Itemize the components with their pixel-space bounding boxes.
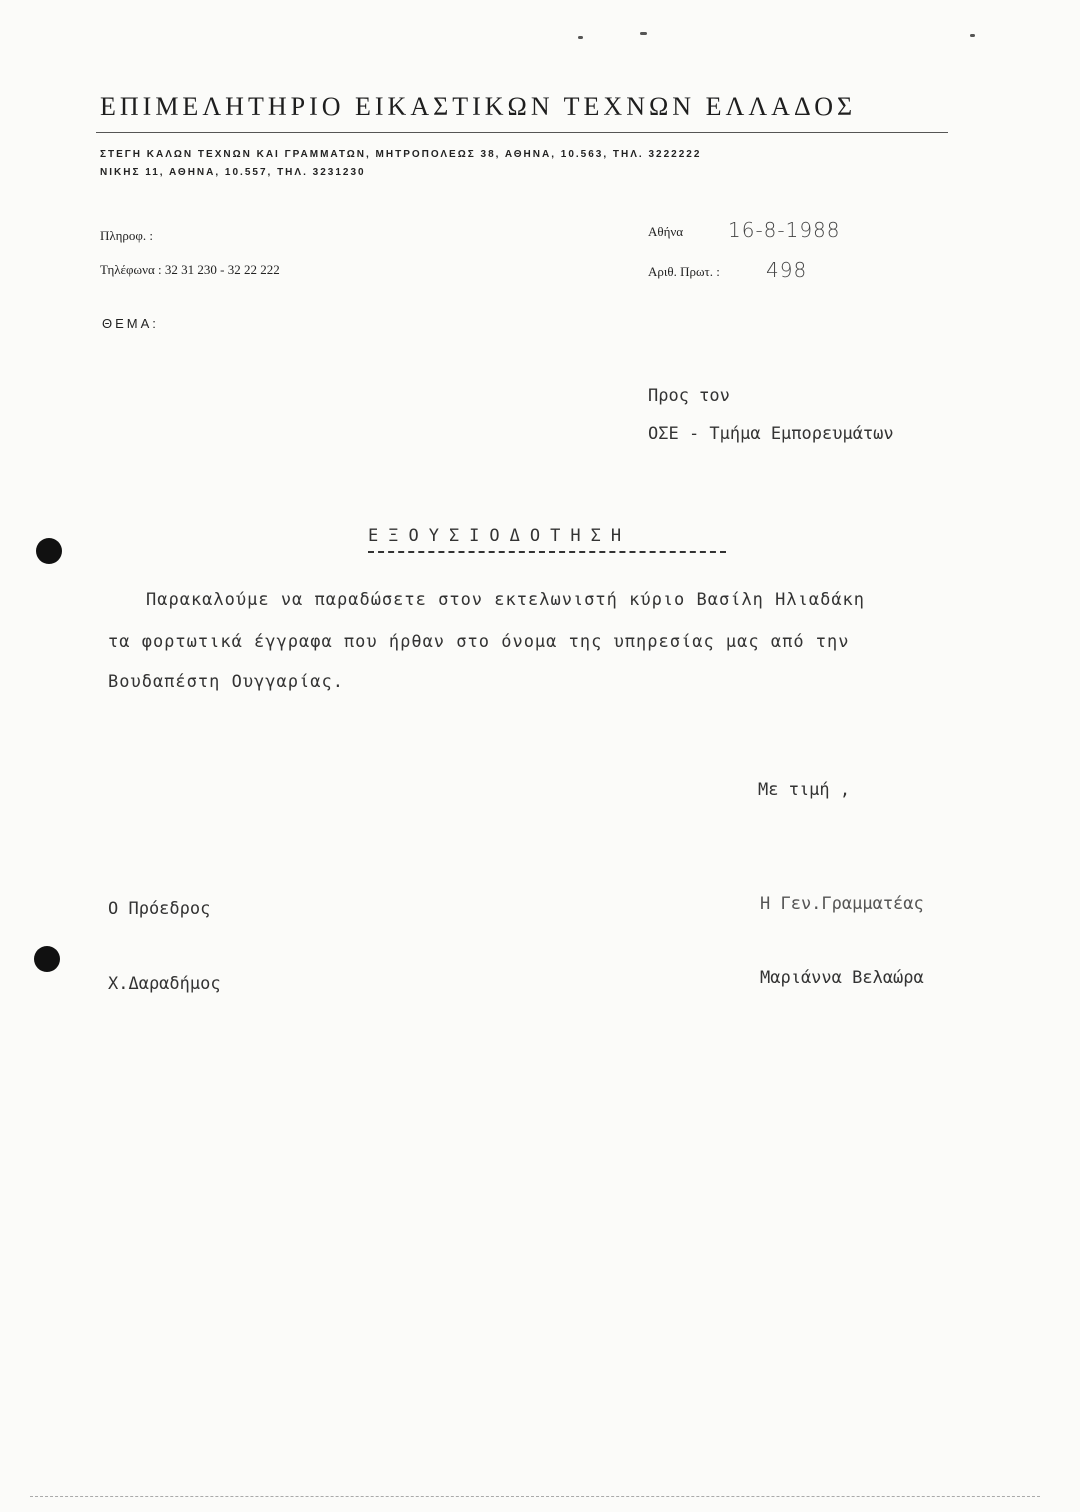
scan-speck — [578, 36, 583, 39]
info-label: Πληροφ. : — [100, 228, 153, 243]
document-title: ΕΞΟΥΣΙΟΔΟΤΗΣΗ — [368, 526, 632, 546]
letter-date: 16-8-1988 — [728, 218, 841, 242]
secretary-title: Η Γεν.Γραμματέας — [760, 894, 924, 914]
address-line-2: ΝΙΚΗΣ 11, ΑΘΗΝΑ, 10.557, ΤΗΛ. 3231230 — [100, 167, 366, 178]
president-name: Χ.Δαραδήμος — [108, 974, 221, 994]
body-line-1: Παρακαλούμε να παραδώσετε στον εκτελωνιστή κύριο Βασίλη Ηλιαδάκη — [146, 590, 866, 610]
president-title: Ο Πρόεδρος — [108, 899, 211, 919]
body-line-2: τα φορτωτικά έγγραφα που ήρθαν στο όνομα της υπηρεσίας μας από την — [108, 632, 850, 652]
scan-speck — [640, 32, 647, 35]
city-label: Αθήνα — [648, 224, 684, 239]
scan-speck — [970, 34, 975, 37]
recipient-line-1: Προς τον — [648, 386, 730, 406]
organization-name: ΕΠΙΜΕΛΗΤΗΡΙΟ ΕΙΚΑΣΤΙΚΩΝ ΤΕΧΝΩΝ ΕΛΛΑΔΟΣ — [100, 92, 857, 121]
letterhead-divider — [96, 132, 948, 133]
scan-edge-noise — [30, 1496, 1040, 1497]
protocol-number: 498 — [766, 258, 808, 282]
punch-hole-bottom — [34, 946, 60, 972]
closing-salutation: Με τιμή , — [758, 780, 851, 800]
protocol-label: Αριθ. Πρωτ. : — [648, 264, 720, 279]
address-line-1: ΣΤΕΓΗ ΚΑΛΩΝ ΤΕΧΝΩΝ ΚΑΙ ΓΡΑΜΜΑΤΩΝ, ΜΗΤΡΟΠΟΛΕΩΣ 38, ΑΘΗΝΑ, 10.563, ΤΗΛ. 3222222 — [100, 149, 702, 160]
punch-hole-top — [36, 538, 62, 564]
body-line-3: Βουδαπέστη Ουγγαρίας. — [108, 672, 344, 692]
secretary-name: Μαριάννα Βελαώρα — [760, 968, 924, 988]
title-underline — [368, 551, 726, 553]
recipient-line-2: ΟΣΕ - Τμήμα Εμπορευμάτων — [648, 424, 894, 444]
phones-label: Τηλέφωνα : 32 31 230 - 32 22 222 — [100, 262, 280, 277]
subject-label: ΘΕΜΑ: — [102, 316, 159, 331]
